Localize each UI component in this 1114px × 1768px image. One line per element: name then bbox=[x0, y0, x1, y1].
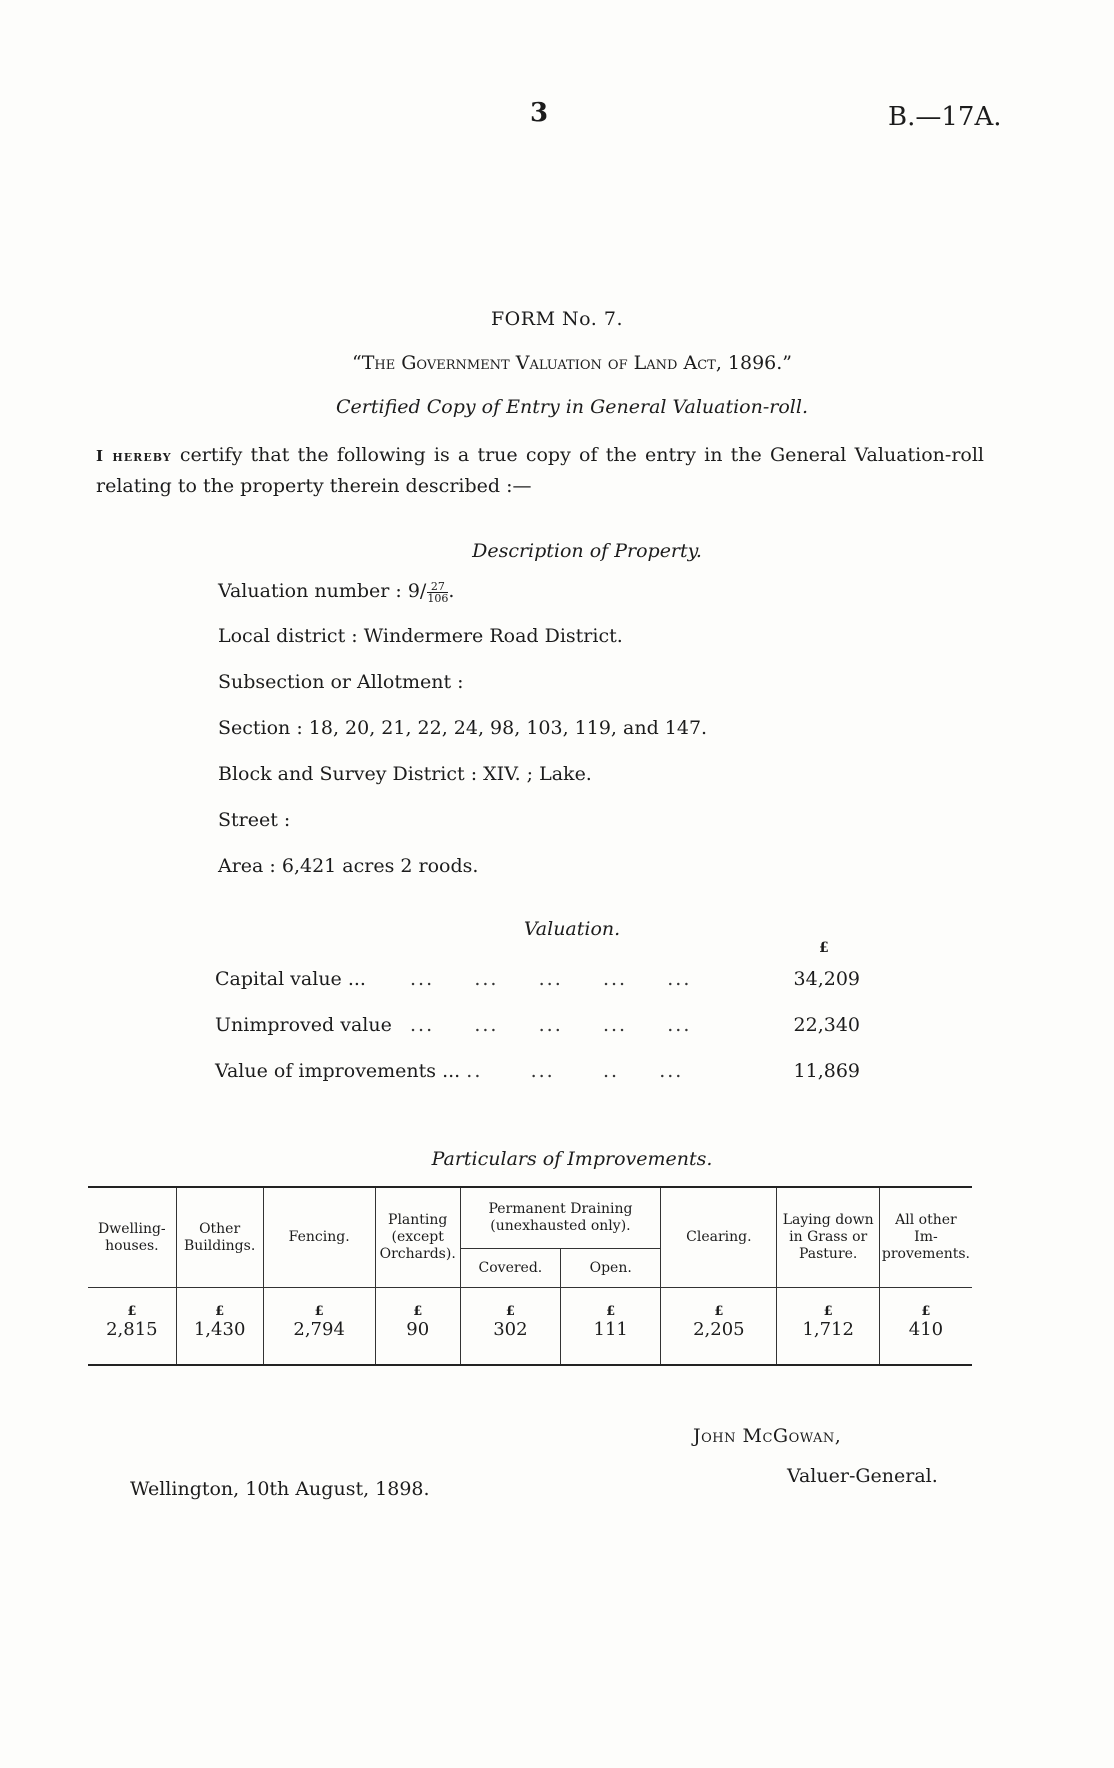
certification-paragraph bbox=[96, 440, 984, 501]
act-title: “The Government Valuation of Land Act, 1896.” bbox=[351, 352, 792, 374]
page-number: 3 bbox=[530, 98, 549, 128]
valuation-number-label: Valuation number : bbox=[218, 580, 402, 602]
table-row bbox=[88, 1288, 972, 1366]
leader-dots: .. ... .. ... bbox=[410, 1060, 684, 1082]
pound-sign: £ bbox=[215, 1304, 225, 1319]
valuation-amount: 34,209 bbox=[793, 968, 860, 990]
valuation-number-field: Valuation number : 9/ $\frac{27}{106}$ . bbox=[218, 579, 455, 605]
improvements-table bbox=[88, 1186, 972, 1366]
pound-sign: £ bbox=[505, 1304, 515, 1319]
valuation-number-numerator: 27 bbox=[427, 581, 448, 593]
col-dwelling-houses: Dwelling-houses. bbox=[88, 1187, 176, 1288]
value-cell bbox=[88, 1288, 176, 1366]
value-cell bbox=[375, 1288, 460, 1366]
valuation-row-improvements bbox=[215, 1060, 860, 1084]
cell-value: 90 bbox=[406, 1319, 430, 1340]
section-field bbox=[218, 717, 707, 739]
subsection-field bbox=[218, 671, 464, 693]
col-other-buildings: Other Buildings. bbox=[176, 1187, 263, 1288]
col-draining-covered: Covered. bbox=[460, 1249, 560, 1288]
col-clearing: Clearing. bbox=[661, 1187, 777, 1288]
area-value: 6,421 acres 2 roods. bbox=[281, 855, 479, 877]
col-fencing: Fencing. bbox=[263, 1187, 375, 1288]
pound-sign: £ bbox=[606, 1304, 616, 1319]
section-label: Section : bbox=[218, 717, 303, 739]
valuation-number-fraction bbox=[427, 581, 448, 604]
cell-value: 2,815 bbox=[106, 1319, 158, 1340]
certified-copy-title: Certified Copy of Entry in General Valuation-roll. bbox=[336, 396, 808, 418]
cell-value: 2,205 bbox=[693, 1319, 745, 1340]
local-district-label: Local district : bbox=[218, 625, 358, 647]
cell-value: 410 bbox=[908, 1319, 944, 1340]
valuation-amount: 22,340 bbox=[793, 1014, 860, 1036]
col-planting: Planting (except Orchards). bbox=[375, 1187, 460, 1288]
certification-lead: I hereby bbox=[96, 447, 172, 465]
block-label: Block and Survey District : bbox=[218, 763, 478, 785]
form-title: FORM No. 7. bbox=[491, 308, 623, 330]
valuation-number-prefix: 9/ bbox=[407, 580, 427, 602]
col-draining-open: Open. bbox=[561, 1249, 661, 1288]
pound-sign: £ bbox=[413, 1304, 423, 1319]
cell-value: 2,794 bbox=[293, 1319, 345, 1340]
valuation-label: Capital value ... bbox=[215, 968, 366, 990]
value-cell bbox=[561, 1288, 661, 1366]
subsection-label: Subsection or Allotment : bbox=[218, 671, 464, 693]
valuation-amount: 11,869 bbox=[793, 1060, 860, 1082]
street-field bbox=[218, 809, 290, 831]
value-cell bbox=[777, 1288, 879, 1366]
valuation-row-capital bbox=[215, 968, 860, 992]
document-reference: B.—17A. bbox=[888, 102, 1002, 132]
pound-sign: £ bbox=[127, 1304, 137, 1319]
improvements-heading: Particulars of Improvements. bbox=[431, 1148, 713, 1170]
street-label: Street : bbox=[218, 809, 291, 831]
section-value: 18, 20, 21, 22, 24, 98, 103, 119, and 147. bbox=[308, 717, 708, 739]
area-label: Area : bbox=[218, 855, 276, 877]
col-permanent-draining: Permanent Draining (unexhausted only). bbox=[460, 1187, 661, 1249]
improvements-table-wrapper bbox=[88, 1186, 972, 1366]
local-district-value: Windermere Road District. bbox=[363, 625, 623, 647]
col-laying-down: Laying down in Grass or Pasture. bbox=[777, 1187, 879, 1288]
area-field bbox=[218, 855, 478, 877]
leader-dots: ... ... ... ... ... bbox=[410, 1014, 692, 1036]
signer-title: Valuer-General. bbox=[787, 1465, 938, 1487]
cell-value: 1,430 bbox=[193, 1319, 246, 1340]
local-district-field bbox=[218, 625, 623, 647]
value-cell bbox=[879, 1288, 972, 1366]
value-cell bbox=[176, 1288, 263, 1366]
leader-dots: ... ... ... ... ... bbox=[410, 968, 692, 990]
value-cell bbox=[263, 1288, 375, 1366]
value-cell bbox=[460, 1288, 560, 1366]
description-heading: Description of Property. bbox=[472, 540, 702, 562]
valuation-number-denominator: 106 bbox=[427, 591, 449, 605]
value-cell bbox=[661, 1288, 777, 1366]
valuation-heading: Valuation. bbox=[523, 918, 621, 940]
pound-sign: £ bbox=[314, 1304, 324, 1319]
pound-sign: £ bbox=[823, 1304, 833, 1319]
block-value: XIV. ; Lake. bbox=[483, 763, 592, 785]
certification-text: certify that the following is a true copy of the entry in the General Valuation-roll relating to the property therein described :— bbox=[96, 444, 985, 497]
valuation-currency: £ bbox=[819, 940, 829, 956]
cell-value: 111 bbox=[593, 1319, 628, 1340]
cell-value: 1,712 bbox=[802, 1319, 854, 1340]
signer-name: John McGowan, bbox=[693, 1425, 842, 1447]
valuation-row-unimproved bbox=[215, 1014, 860, 1038]
col-all-other: All other Im-provements. bbox=[879, 1187, 972, 1288]
valuation-label: Value of improvements ... bbox=[215, 1060, 461, 1082]
place-and-date: Wellington, 10th August, 1898. bbox=[130, 1478, 430, 1500]
valuation-label: Unimproved value bbox=[215, 1014, 392, 1036]
cell-value: 302 bbox=[493, 1319, 528, 1340]
pound-sign: £ bbox=[921, 1304, 931, 1319]
pound-sign: £ bbox=[714, 1304, 724, 1319]
block-field bbox=[218, 763, 592, 785]
